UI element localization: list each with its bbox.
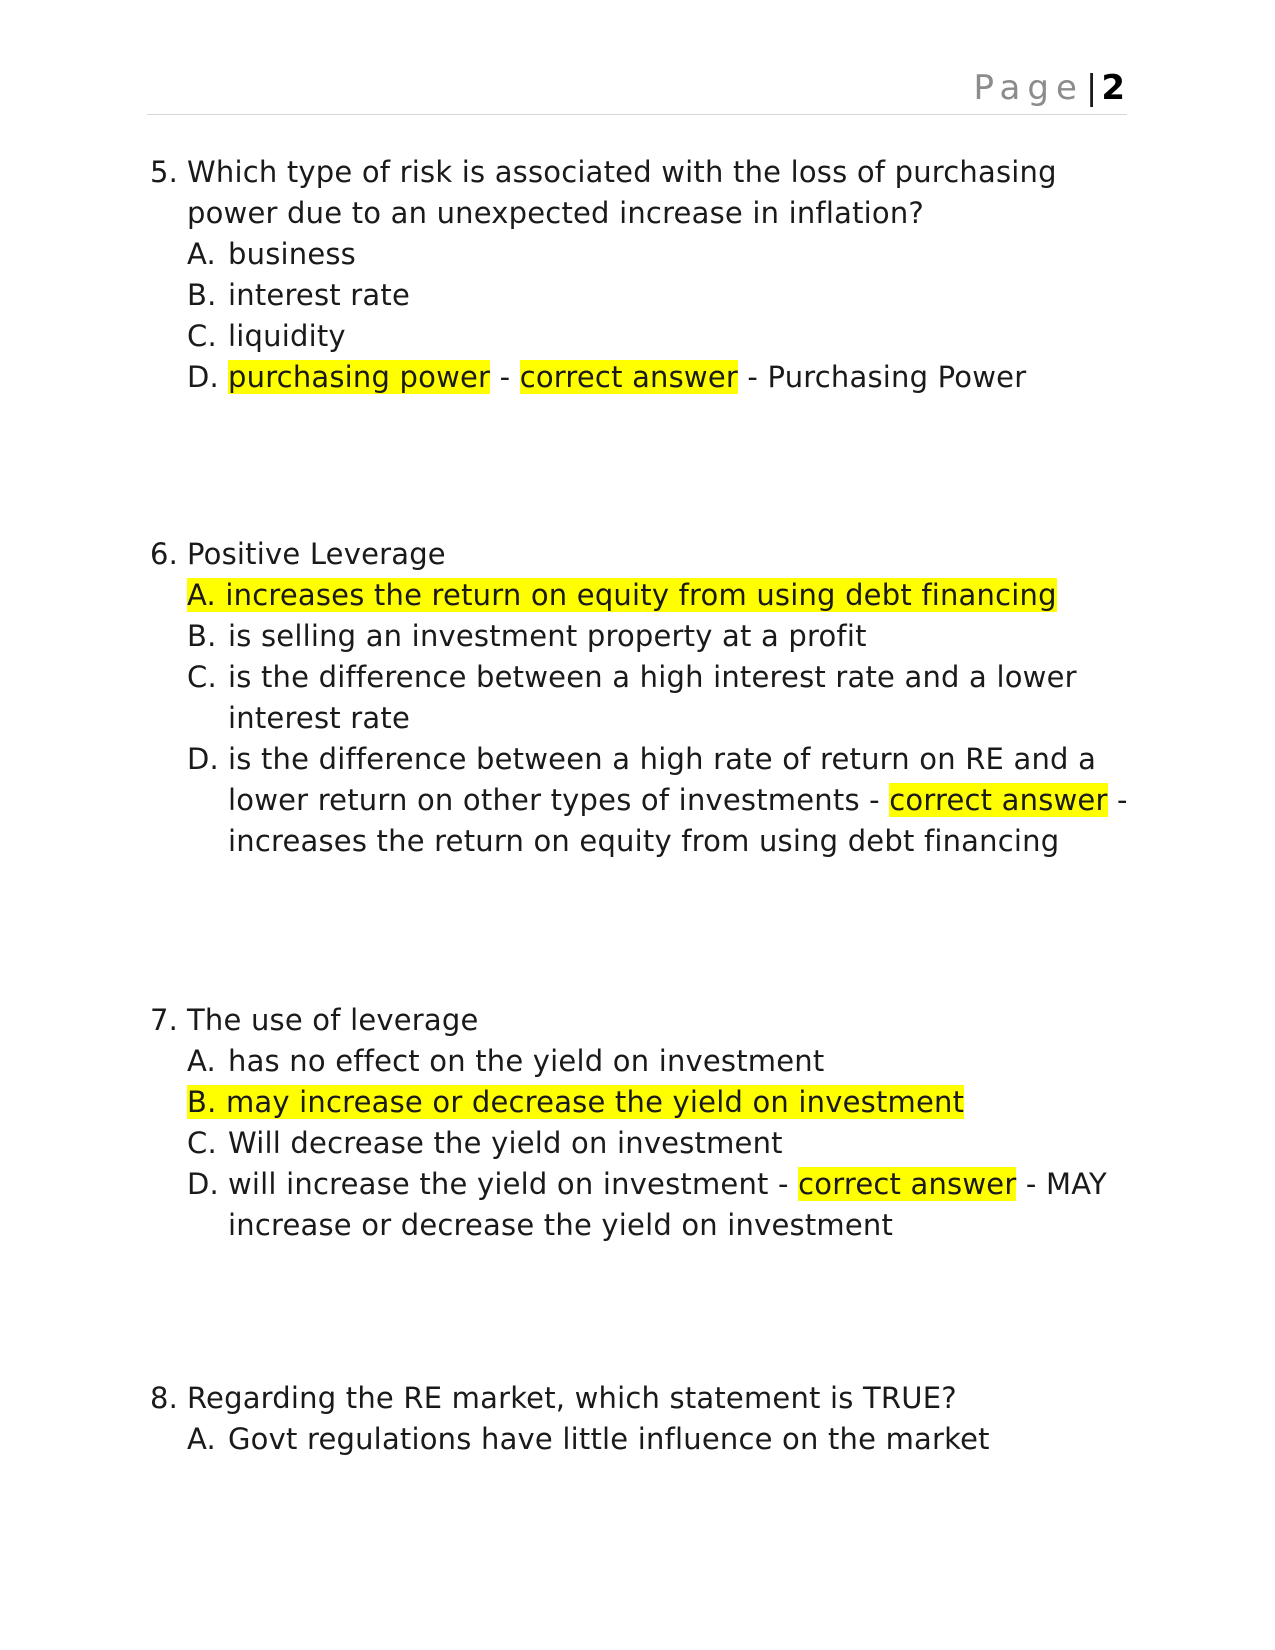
question-text: Positive Leverage: [187, 537, 446, 571]
question-5: [150, 152, 1130, 398]
question-8: [150, 1378, 1130, 1460]
header-rule: [147, 114, 1127, 115]
option-a-highlighted: A. increases the return on equity from using debt financing: [187, 578, 1057, 612]
question-6: [150, 534, 1130, 862]
question-7: [150, 1000, 1130, 1246]
option-d: D. purchasing power - correct answer - Purchasing Power: [187, 360, 1027, 394]
question-number: 8.: [150, 1381, 179, 1415]
highlighted-answer: purchasing power: [228, 360, 491, 394]
answer-explanation: Purchasing Power: [767, 360, 1027, 394]
page-label: Page: [973, 68, 1084, 108]
question-text: The use of leverage: [187, 1003, 479, 1037]
question-text: Regarding the RE market, which statement is TRUE?: [187, 1381, 957, 1415]
question-text: Which type of risk is associated with the loss of purchasing power due to an unexpected increase in inflation?: [187, 155, 1057, 230]
option-c: C. liquidity: [187, 319, 346, 353]
option-a: A. has no effect on the yield on investment: [187, 1044, 825, 1078]
question-number: 7.: [150, 1003, 179, 1037]
option-d: D. will increase the yield on investment - correct answer - MAY increase or decrease the yield on investment: [187, 1167, 1107, 1242]
page-number: 2: [1101, 68, 1125, 108]
correct-answer-marker: correct answer: [519, 360, 739, 394]
option-c: C. Will decrease the yield on investment: [187, 1126, 783, 1160]
option-a: A. business: [187, 237, 356, 271]
correct-answer-marker: correct answer: [889, 783, 1108, 817]
question-number: 5.: [150, 155, 179, 189]
option-b-highlighted: B. may increase or decrease the yield on investment: [187, 1085, 965, 1119]
option-c: C. is the difference between a high interest rate and a lower interest rate: [187, 660, 1077, 735]
answer-explanation: MAY increase or decrease the yield on investment: [228, 1167, 1107, 1242]
answer-explanation: increases the return on equity from using debt financing: [228, 824, 1060, 858]
page-header: [974, 68, 1125, 108]
option-d: D. is the difference between a high rate of return on RE and a lower return on other types of investments - correct answer - increases the return on equity from using debt financing: [187, 742, 1128, 858]
correct-answer-marker: correct answer: [798, 1167, 1017, 1201]
question-number: 6.: [150, 537, 179, 571]
option-a: A. Govt regulations have little influence on the market: [187, 1422, 990, 1456]
option-b: B. interest rate: [187, 278, 410, 312]
option-b: B. is selling an investment property at a profit: [187, 619, 867, 653]
page-separator: |: [1085, 68, 1098, 108]
